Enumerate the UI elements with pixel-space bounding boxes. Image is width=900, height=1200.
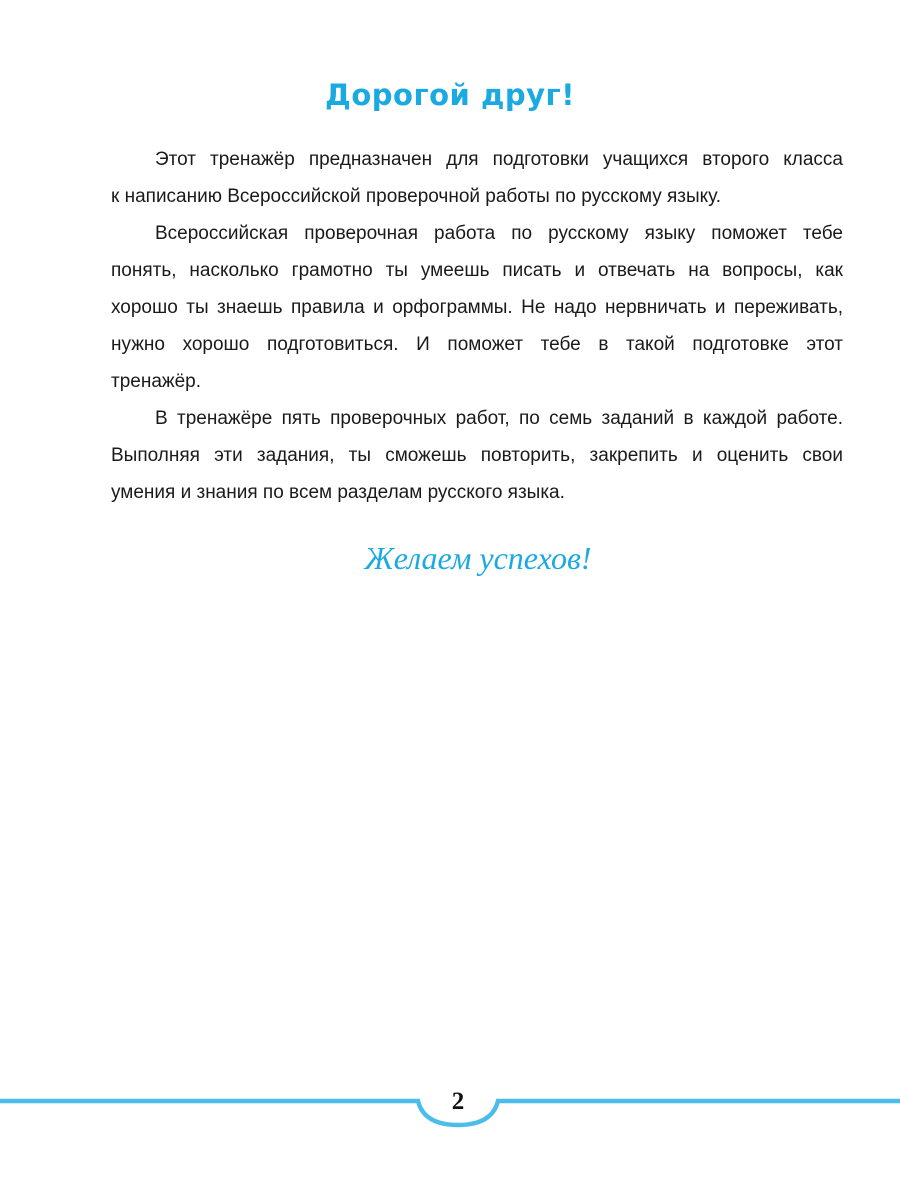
page-title: Дорогой друг!: [325, 78, 575, 112]
paragraph-line: хорошо ты знаешь правила и орфограммы. Не надо нервничать и переживать,: [111, 297, 843, 318]
paragraph-line: Выполняя эти задания, ты сможешь повторить, закрепить и оценить свои: [111, 445, 843, 466]
paragraph-line: понять, насколько грамотно ты умеешь писать и отвечать на вопросы, как: [111, 260, 843, 281]
paragraph-line: тренажёр.: [111, 371, 202, 392]
paragraph-line: к написанию Всероссийской проверочной работы по русскому языку.: [111, 186, 722, 207]
page-number: 2: [451, 1088, 465, 1115]
paragraph-line: Этот тренажёр предназначен для подготовки учащихся второго класса: [155, 149, 843, 170]
intro-text: [111, 141, 843, 511]
paragraph-line: умения и знания по всем разделам русского языка.: [111, 482, 565, 503]
paragraph-line: В тренажёре пять проверочных работ, по семь заданий в каждой работе.: [155, 408, 843, 429]
paragraph-line: Всероссийская проверочная работа по русскому языку поможет тебе: [155, 223, 843, 244]
closing-wish: Желаем успехов!: [364, 540, 592, 576]
paragraph-line: нужно хорошо подготовиться. И поможет тебе в такой подготовке этот: [111, 334, 843, 355]
